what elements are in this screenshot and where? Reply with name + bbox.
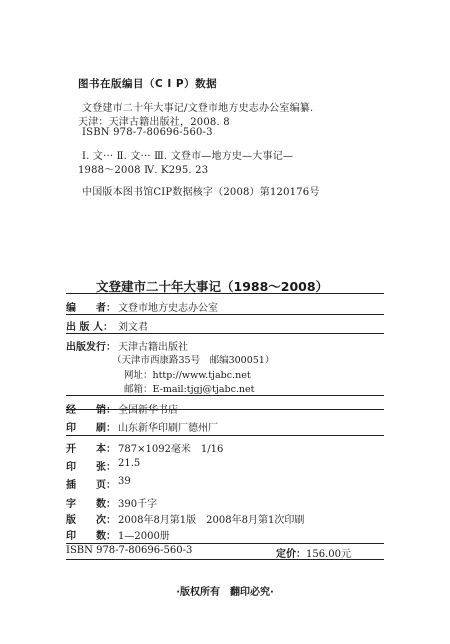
cip-line: ISBN 978-7-80696-560-3 [82, 127, 213, 138]
price-label: 定价： [276, 549, 306, 560]
rights-notice: ·版权所有 翻印必究· [176, 587, 274, 598]
detail-label: 开 本： [66, 444, 116, 455]
publisher-website: 网址：http://www.tjabc.net [124, 370, 251, 381]
footer-isbn: ISBN 978-7-80696-560-3 [66, 545, 193, 556]
credit-value: 刘文君 [118, 322, 148, 333]
publisher-name: 天津古籍出版社 [118, 342, 188, 353]
detail-value: 39 [118, 476, 131, 487]
publisher-email: 邮箱：E-mail:tjgj@tjabc.net [124, 384, 255, 395]
detail-value: 390千字 [118, 499, 158, 510]
detail-value: 1—2000册 [118, 531, 170, 542]
cip-number: 中国版本图书馆CIP数据核字（2008）第120176号 [82, 187, 320, 198]
detail-value: 21.5 [118, 458, 141, 469]
cip-line: 1988～2008 Ⅳ. K295. 23 [78, 165, 209, 176]
cip-title: 图书在版编目（C I P）数据 [78, 78, 218, 90]
detail-value: 2008年8月第1版 2008年8月第1次印刷 [118, 515, 305, 526]
detail-label: 字 数： [66, 499, 116, 510]
detail-value: 787×1092毫米 1/16 [118, 444, 224, 455]
publisher-label: 出版发行： [66, 342, 116, 353]
cip-line: 文登建市二十年大事记/文登市地方史志办公室编纂. [82, 103, 314, 114]
cip-line: Ⅰ. 文··· Ⅱ. 文··· Ⅲ. 文登市—地方史—大事记— [82, 151, 294, 162]
credit-label: 出 版 人： [66, 322, 113, 333]
detail-label: 印 刷： [66, 423, 116, 434]
detail-label: 经 销： [66, 405, 116, 416]
detail-value: 全国新华书店 [118, 405, 178, 416]
detail-label: 插 页： [66, 480, 116, 491]
credit-value: 文登市地方史志办公室 [118, 303, 218, 314]
credit-label: 编 者： [66, 303, 116, 314]
book-title: 文登建市二十年大事记（1988～2008） [96, 279, 329, 294]
cip-line: 天津：天津古籍出版社，2008. 8 [78, 117, 230, 128]
detail-label: 版 次： [66, 515, 116, 526]
detail-value: 山东新华印刷厂德州厂 [118, 423, 218, 434]
detail-label: 印 张： [66, 462, 116, 473]
detail-label: 印 数： [66, 531, 116, 542]
price-value: 156.00元 [306, 549, 351, 560]
publisher-address: （天津市西康路35号 邮编300051） [112, 355, 275, 366]
